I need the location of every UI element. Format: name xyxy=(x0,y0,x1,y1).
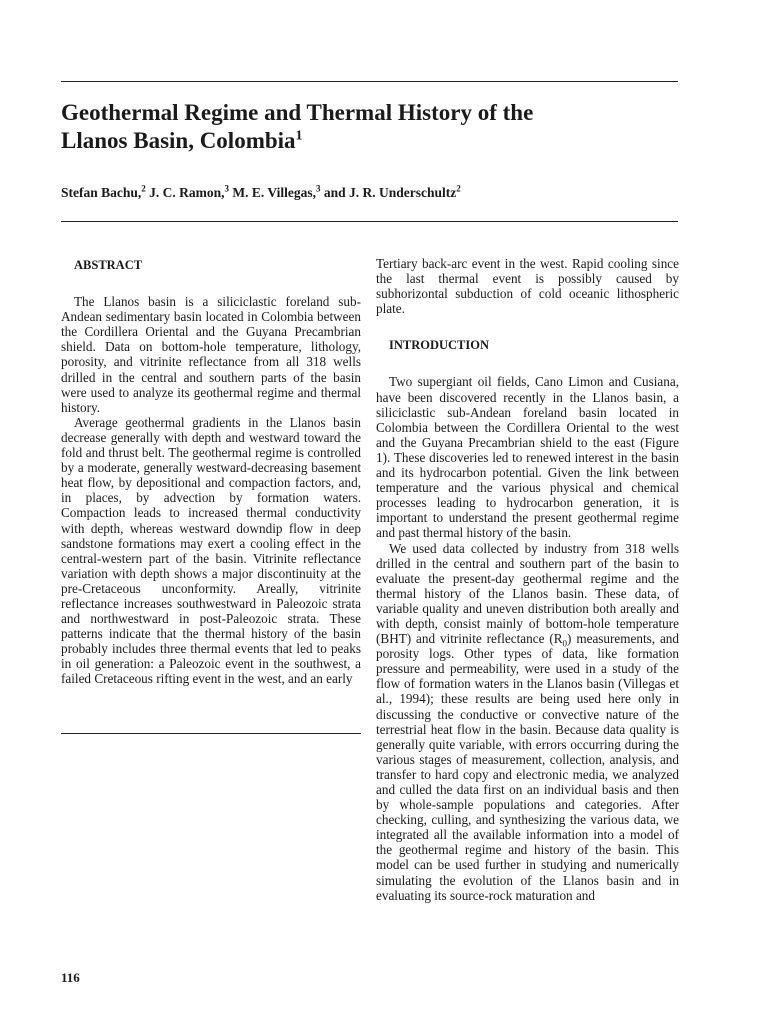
introduction-paragraph-2 xyxy=(376,541,679,903)
article-title xyxy=(61,99,681,155)
author-3: M. E. Villegas, xyxy=(229,185,317,200)
author-1-affiliation: 2 xyxy=(141,183,146,194)
page-number: 116 xyxy=(61,970,80,985)
introduction-heading: INTRODUCTION xyxy=(389,338,490,353)
abstract-end-rule xyxy=(61,733,361,734)
title-line-1: Geothermal Regime and Thermal History of the xyxy=(61,100,534,125)
author-1: Stefan Bachu, xyxy=(61,185,142,200)
author-2: J. C. Ramon, xyxy=(145,185,225,200)
abstract-heading: ABSTRACT xyxy=(74,258,143,272)
top-rule xyxy=(61,81,678,82)
introduction-paragraph-2-part-a: We used data collected by industry from 318 wells drilled in the central and southern part of the basin to evaluate the present-day geothermal regime and the thermal history of the Llanos basin. These data, of variable quality and uneven distribution both areally and with depth, consist mainly of bottom-hole temperature (BHT) and vitrinite reflectance (R xyxy=(376,540,679,647)
author-3-affiliation: 3 xyxy=(316,183,321,194)
introduction-paragraph-1: Two supergiant oil fields, Cano Limon and Cusiana, have been discovered recently in the Llanos basin, a siliciclastic sub-Andean foreland basin located in Colombia between the Cordillera Oriental to the west and the Guyana Precambrian shield to the east (Figure 1). These discoveries led to renewed interest in the basin and its hydrocarbon potential. Given the link between temperature and the various physical and chemical processes leading to hydrocarbon generation, it is important to understand the present geothermal regime and past thermal history of the basin. xyxy=(376,374,679,541)
introduction-paragraph-2-part-b: ) measurements, and porosity logs. Other types of data, like formation pressure and permeability, were used in a study of the flow of formation waters in the Llanos basin (Villegas et al., 1994); these results are being used here only in discussing the conductive or convective nature of the terrestrial heat flow in the basin. Because data quality is generally quite variable, with errors occurring during the various stages of measurement, collection, analysis, and transfer to hard copy and electronic media, we analyzed and culled the data first on an individual basis and then by whole-sample populations and categories. After checking, culling, and synthesizing the various data, we integrated all the available information into a model of the geothermal regime and history of the basin. This model can be used further in studying and numerically simulating the evolution of the Llanos basin and in evaluating its source-rock maturation and xyxy=(376,631,679,903)
abstract-paragraph-1: The Llanos basin is a siliciclastic foreland sub-Andean sedimentary basin located in Colombia between the Cordillera Oriental and the Guyana Precambrian shield. Data on bottom-hole temperature, lithology, porosity, and vitrinite reflectance from all 318 wells drilled in the central and southern parts of the basin were used to analyze its geothermal regime and thermal history. xyxy=(61,294,361,415)
author-4: and J. R. Underschultz xyxy=(320,185,457,200)
abstract-column xyxy=(61,258,361,687)
author-2-affiliation: 3 xyxy=(224,183,230,194)
title-footnote-marker: 1 xyxy=(295,128,303,144)
title-line-2: Llanos Basin, Colombia xyxy=(61,128,296,153)
right-column xyxy=(376,256,679,903)
abstract-paragraph-2: Average geothermal gradients in the Llanos basin decrease generally with depth and westward toward the fold and thrust belt. The geothermal regime is controlled by a moderate, generally westward-decreasing basement heat flow, by depositional and compaction factors, and, in places, by advection by formation waters. Compaction leads to increased thermal conductivity with depth, whereas westward downdip flow in deep sandstone formations may exert a cooling effect in the central-western part of the basin. Vitrinite reflectance variation with depth shows a major discontinuity at the pre-Cretaceous unconformity. Areally, vitrinite reflectance increases southwestward in Paleozoic strata and northwestward in post-Paleozoic strata. These patterns indicate that the thermal history of the basin probably includes three thermal events that led to peaks in oil generation: a Paleozoic event in the southwest, a failed Cretaceous rifting event in the west, and an early xyxy=(61,414,361,687)
author-4-affiliation: 2 xyxy=(456,183,461,194)
author-list xyxy=(61,185,681,201)
ro-subscript: 0 xyxy=(562,638,568,649)
abstract-paragraph-2-continued: Tertiary back-arc event in the west. Rapid cooling since the last thermal event is possibly caused by subhorizontal subduction of cold oceanic lithospheric plate. xyxy=(376,256,679,317)
header-bottom-rule xyxy=(61,221,678,222)
